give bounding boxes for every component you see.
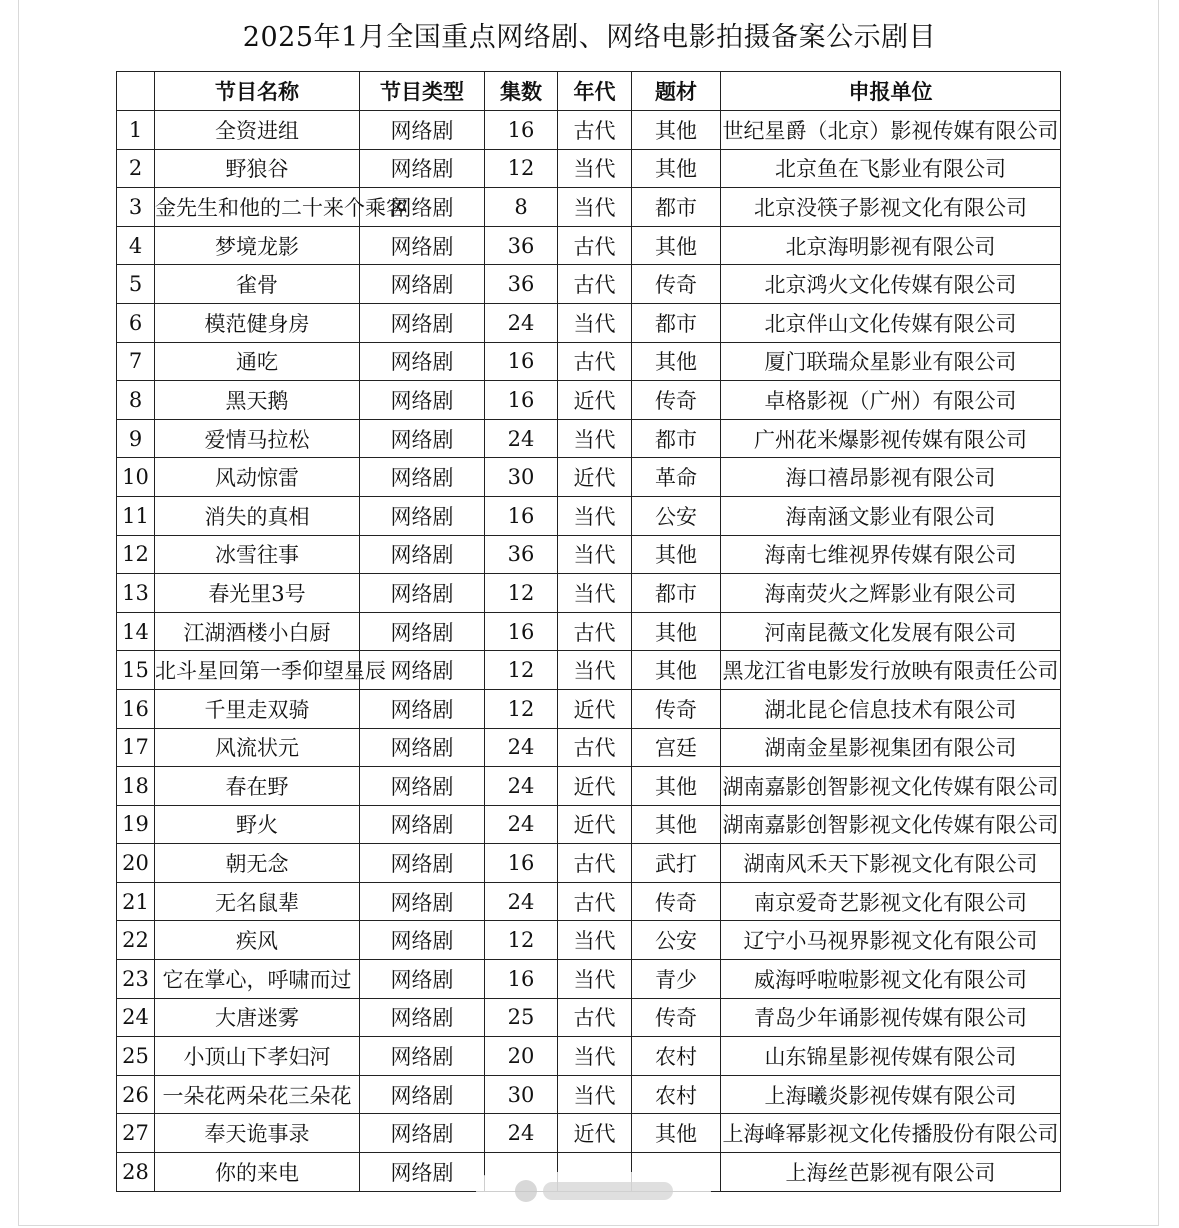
row-company: 威海呼啦啦影视文化有限公司 [721,960,1061,999]
row-name: 爱情马拉松 [155,419,360,458]
table-row [117,612,1061,651]
table-row [117,226,1061,265]
row-theme: 其他 [632,805,721,844]
header-era: 年代 [558,72,632,111]
table-row [117,535,1061,574]
row-era: 古代 [558,728,632,767]
row-company: 湖南嘉影创智影视文化传媒有限公司 [721,805,1061,844]
row-company: 海口禧昂影视有限公司 [721,458,1061,497]
row-no: 8 [117,381,155,420]
row-name: 你的来电 [155,1153,360,1192]
row-company: 上海曦炎影视传媒有限公司 [721,1075,1061,1114]
row-no: 3 [117,188,155,227]
table-row [117,303,1061,342]
row-name: 无名鼠辈 [155,882,360,921]
row-company: 北京伴山文化传媒有限公司 [721,303,1061,342]
table-row [117,844,1061,883]
row-company: 辽宁小马视界影视文化有限公司 [721,921,1061,960]
row-no: 26 [117,1075,155,1114]
row-no: 9 [117,419,155,458]
row-episodes: 16 [485,496,558,535]
row-type: 网络剧 [360,458,485,497]
row-no: 28 [117,1153,155,1192]
table-row [117,458,1061,497]
row-no: 25 [117,1037,155,1076]
table-row [117,805,1061,844]
row-theme: 传奇 [632,381,721,420]
row-type: 网络剧 [360,496,485,535]
row-theme: 传奇 [632,998,721,1037]
row-name: 朝无念 [155,844,360,883]
row-episodes: 12 [485,689,558,728]
row-name: 大唐迷雾 [155,998,360,1037]
table-row [117,921,1061,960]
row-type: 网络剧 [360,689,485,728]
row-theme: 都市 [632,419,721,458]
row-episodes: 25 [485,998,558,1037]
header-episodes: 集数 [485,72,558,111]
table-row [117,342,1061,381]
row-name: 模范健身房 [155,303,360,342]
row-type: 网络剧 [360,265,485,304]
table-row [117,651,1061,690]
row-theme: 其他 [632,612,721,651]
row-theme: 农村 [632,1037,721,1076]
row-era: 古代 [558,998,632,1037]
row-episodes: 12 [485,651,558,690]
header-type: 节目类型 [360,72,485,111]
row-type: 网络剧 [360,805,485,844]
row-name: 冰雪往事 [155,535,360,574]
row-era: 近代 [558,381,632,420]
row-name: 春在野 [155,767,360,806]
table-row [117,111,1061,150]
row-no: 2 [117,149,155,188]
table-row [117,149,1061,188]
row-no: 6 [117,303,155,342]
row-era: 近代 [558,458,632,497]
row-type: 网络剧 [360,1075,485,1114]
row-no: 13 [117,574,155,613]
row-type: 网络剧 [360,612,485,651]
row-type: 网络剧 [360,574,485,613]
row-era: 近代 [558,1114,632,1153]
watermark-text-blur [543,1182,673,1200]
row-name: 风流状元 [155,728,360,767]
row-episodes: 30 [485,458,558,497]
row-name: 野火 [155,805,360,844]
row-company: 湖北昆仑信息技术有限公司 [721,689,1061,728]
row-episodes: 24 [485,1114,558,1153]
row-company: 青岛少年诵影视传媒有限公司 [721,998,1061,1037]
header-no [117,72,155,111]
row-company: 卓格影视（广州）有限公司 [721,381,1061,420]
row-no: 4 [117,226,155,265]
row-theme: 都市 [632,303,721,342]
row-theme: 其他 [632,226,721,265]
row-episodes: 16 [485,844,558,883]
row-no: 22 [117,921,155,960]
row-episodes: 16 [485,342,558,381]
row-no: 18 [117,767,155,806]
row-era: 近代 [558,689,632,728]
table-row [117,767,1061,806]
table-row [117,1037,1061,1076]
table-row [117,998,1061,1037]
row-theme: 革命 [632,458,721,497]
row-type: 网络剧 [360,1153,485,1192]
row-theme: 都市 [632,574,721,613]
row-episodes: 36 [485,265,558,304]
row-name: 一朵花两朵花三朵花 [155,1075,360,1114]
row-no: 24 [117,998,155,1037]
row-company: 黑龙江省电影发行放映有限责任公司 [721,651,1061,690]
row-no: 21 [117,882,155,921]
row-theme: 青少 [632,960,721,999]
row-era: 当代 [558,149,632,188]
row-type: 网络剧 [360,921,485,960]
table-row [117,689,1061,728]
row-name: 它在掌心，呼啸而过 [155,960,360,999]
row-era: 古代 [558,882,632,921]
row-company: 山东锦星影视传媒有限公司 [721,1037,1061,1076]
row-type: 网络剧 [360,1037,485,1076]
row-theme: 其他 [632,342,721,381]
row-no: 11 [117,496,155,535]
row-episodes: 16 [485,111,558,150]
row-episodes: 16 [485,612,558,651]
row-theme: 其他 [632,149,721,188]
row-company: 北京没筷子影视文化有限公司 [721,188,1061,227]
row-type: 网络剧 [360,844,485,883]
row-company: 上海丝芭影视有限公司 [721,1153,1061,1192]
row-company: 湖南风禾天下影视文化有限公司 [721,844,1061,883]
row-company: 世纪星爵（北京）影视传媒有限公司 [721,111,1061,150]
row-type: 网络剧 [360,111,485,150]
row-theme: 公安 [632,921,721,960]
row-era: 古代 [558,265,632,304]
row-episodes: 24 [485,805,558,844]
row-theme: 武打 [632,844,721,883]
row-no: 15 [117,651,155,690]
row-name: 风动惊雷 [155,458,360,497]
record-table [116,71,1061,1192]
row-no: 7 [117,342,155,381]
row-era: 当代 [558,303,632,342]
row-name: 全资进组 [155,111,360,150]
row-company: 北京海明影视有限公司 [721,226,1061,265]
row-episodes: 24 [485,728,558,767]
row-name: 黑天鹅 [155,381,360,420]
row-episodes: 16 [485,381,558,420]
row-episodes: 12 [485,921,558,960]
row-name: 千里走双骑 [155,689,360,728]
row-company: 上海峰幂影视文化传播股份有限公司 [721,1114,1061,1153]
header-company: 申报单位 [721,72,1061,111]
row-no: 12 [117,535,155,574]
row-no: 23 [117,960,155,999]
row-company: 海南荧火之辉影业有限公司 [721,574,1061,613]
row-no: 14 [117,612,155,651]
row-company: 海南涵文影业有限公司 [721,496,1061,535]
row-no: 10 [117,458,155,497]
row-theme: 宫廷 [632,728,721,767]
row-era: 当代 [558,960,632,999]
row-era: 古代 [558,342,632,381]
row-type: 网络剧 [360,303,485,342]
row-theme: 其他 [632,767,721,806]
row-type: 网络剧 [360,226,485,265]
row-no: 16 [117,689,155,728]
row-episodes: 30 [485,1075,558,1114]
row-type: 网络剧 [360,419,485,458]
row-name: 北斗星回第一季仰望星辰 [155,651,360,690]
row-theme: 其他 [632,1114,721,1153]
row-era: 当代 [558,496,632,535]
watermark-overlay [476,1172,711,1210]
row-type: 网络剧 [360,1114,485,1153]
row-no: 17 [117,728,155,767]
row-episodes: 20 [485,1037,558,1076]
row-episodes: 24 [485,882,558,921]
row-theme: 传奇 [632,265,721,304]
row-name: 金先生和他的二十来个乘客 [155,188,360,227]
row-era: 古代 [558,111,632,150]
row-episodes: 8 [485,188,558,227]
row-theme: 都市 [632,188,721,227]
row-era: 当代 [558,651,632,690]
row-name: 疾风 [155,921,360,960]
row-company: 南京爱奇艺影视文化有限公司 [721,882,1061,921]
row-era: 古代 [558,844,632,883]
table-row [117,1114,1061,1153]
row-name: 通吃 [155,342,360,381]
row-no: 20 [117,844,155,883]
row-type: 网络剧 [360,767,485,806]
row-era: 当代 [558,574,632,613]
row-name: 消失的真相 [155,496,360,535]
header-name: 节目名称 [155,72,360,111]
watermark-avatar-icon [515,1180,537,1202]
row-theme: 传奇 [632,882,721,921]
row-name: 野狼谷 [155,149,360,188]
row-company: 北京鱼在飞影业有限公司 [721,149,1061,188]
row-name: 梦境龙影 [155,226,360,265]
row-era: 当代 [558,1037,632,1076]
row-era: 当代 [558,921,632,960]
row-company: 广州花米爆影视传媒有限公司 [721,419,1061,458]
row-type: 网络剧 [360,342,485,381]
row-no: 5 [117,265,155,304]
row-episodes: 36 [485,226,558,265]
row-type: 网络剧 [360,651,485,690]
row-name: 小顶山下孝妇河 [155,1037,360,1076]
row-episodes: 36 [485,535,558,574]
row-no: 19 [117,805,155,844]
row-era: 古代 [558,226,632,265]
row-era: 当代 [558,419,632,458]
table-row [117,1075,1061,1114]
row-era: 当代 [558,1075,632,1114]
row-era: 当代 [558,535,632,574]
row-company: 湖南金星影视集团有限公司 [721,728,1061,767]
row-theme: 农村 [632,1075,721,1114]
table-row [117,496,1061,535]
row-era: 近代 [558,767,632,806]
row-type: 网络剧 [360,998,485,1037]
row-episodes: 16 [485,960,558,999]
row-type: 网络剧 [360,960,485,999]
row-theme: 其他 [632,535,721,574]
row-company: 河南昆薇文化发展有限公司 [721,612,1061,651]
row-no: 1 [117,111,155,150]
row-theme: 公安 [632,496,721,535]
row-era: 当代 [558,188,632,227]
row-no: 27 [117,1114,155,1153]
row-theme: 其他 [632,651,721,690]
row-type: 网络剧 [360,728,485,767]
row-type: 网络剧 [360,149,485,188]
document-title: 2025年1月全国重点网络剧、网络电影拍摄备案公示剧目 [242,22,937,53]
table-row [117,882,1061,921]
header-theme: 题材 [632,72,721,111]
row-name: 春光里3号 [155,574,360,613]
table-row [117,960,1061,999]
row-episodes: 24 [485,303,558,342]
row-episodes: 12 [485,149,558,188]
row-type: 网络剧 [360,381,485,420]
row-name: 江湖酒楼小白厨 [155,612,360,651]
row-theme: 其他 [632,111,721,150]
row-company: 湖南嘉影创智影视文化传媒有限公司 [721,767,1061,806]
table-header-row [117,72,1061,111]
table-row [117,265,1061,304]
table-row [117,419,1061,458]
row-name: 奉天诡事录 [155,1114,360,1153]
row-company: 北京鸿火文化传媒有限公司 [721,265,1061,304]
row-era: 近代 [558,805,632,844]
row-company: 厦门联瑞众星影业有限公司 [721,342,1061,381]
row-type: 网络剧 [360,882,485,921]
table-row [117,188,1061,227]
row-name: 雀骨 [155,265,360,304]
row-episodes: 24 [485,767,558,806]
table-row [117,728,1061,767]
row-theme: 传奇 [632,689,721,728]
row-type: 网络剧 [360,535,485,574]
row-episodes: 12 [485,574,558,613]
row-episodes: 24 [485,419,558,458]
row-era: 古代 [558,612,632,651]
row-company: 海南七维视界传媒有限公司 [721,535,1061,574]
table-row [117,574,1061,613]
table-row [117,381,1061,420]
row-type: 网络剧 [360,188,485,227]
